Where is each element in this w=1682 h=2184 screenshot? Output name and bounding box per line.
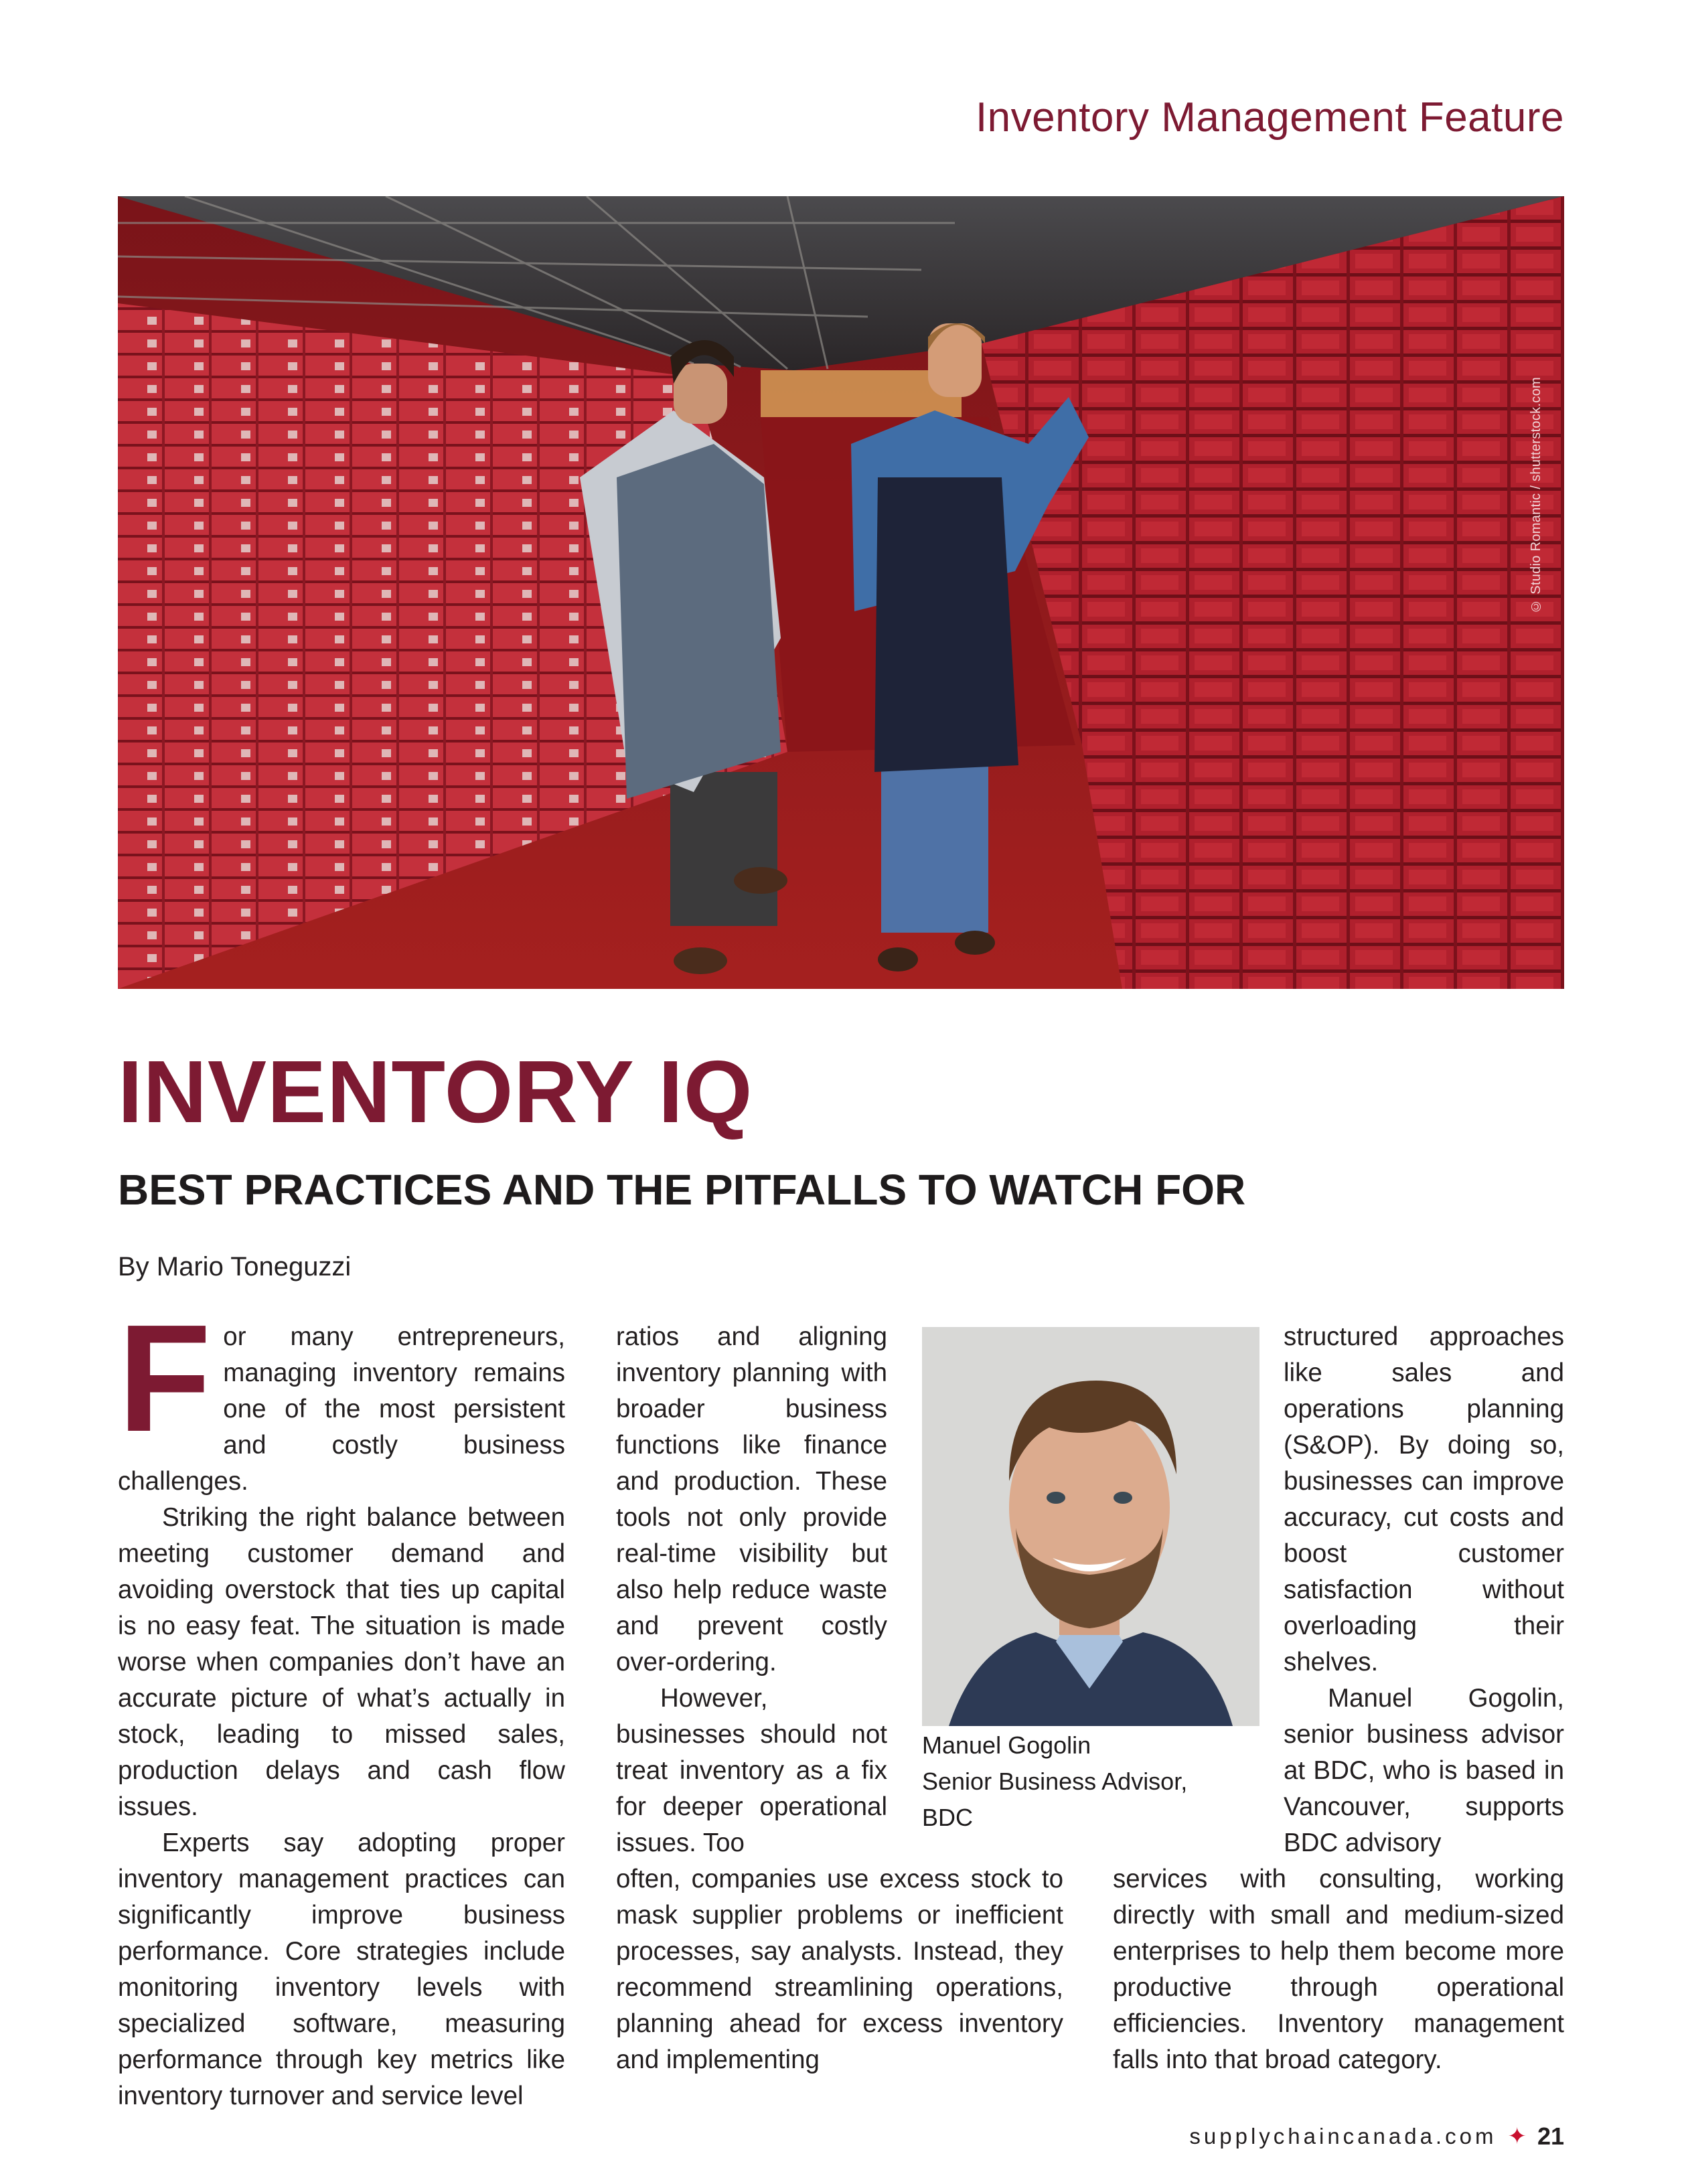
paragraph: Striking the right balance between meeting customer demand and avoiding overstock that ties up capital is no easy feat. The situation is made worse when companies don’t have an accurate picture of what’s actually in stock, leading to missed sales, production delays and cash flow issues. [118, 1503, 565, 1821]
headshot-photo [922, 1327, 1259, 1726]
photo-caption [922, 1727, 1270, 1836]
page-footer [1189, 2122, 1564, 2151]
paragraph: However, businesses should not treat inventory as a fix for deeper operational issues. Too [616, 1684, 887, 1857]
paragraph: services with consulting, working directly with small and medium-sized enterprises to help them become more productive through operational efficiencies. Inventory management falls into that broad category. [1113, 1865, 1564, 2074]
article-column-1 [118, 1294, 565, 2114]
caption-org: BDC [922, 1804, 974, 1831]
portrait-illustration [922, 1327, 1259, 1726]
section-label: Inventory Management Feature [975, 94, 1564, 141]
paragraph: Manuel Gogolin, senior business advisor at BDC, who is based in Vancouver, supports BDC advisory [1284, 1684, 1564, 1857]
page-number: 21 [1537, 2122, 1564, 2150]
article-column-3-upper [1284, 1319, 1564, 1861]
article-title: INVENTORY IQ [118, 1042, 753, 1141]
article-column-3-lower [1113, 1861, 1564, 2078]
paragraph: structured approaches like sales and operations planning (S&OP). By doing so, businesses can improve accuracy, cut costs and boost customer satisfaction without overloading their shelves. [1284, 1322, 1564, 1676]
paragraph: or many entrepreneurs, managing inventory remains one of the most persistent and costly business challenges. [118, 1322, 565, 1496]
hero-photo [118, 196, 1564, 989]
article-subtitle: BEST PRACTICES AND THE PITFALLS TO WATCH FOR [118, 1166, 1246, 1214]
footer-url[interactable]: supplychaincanada.com [1189, 2124, 1497, 2149]
maple-leaf-icon: ✦ [1507, 2124, 1527, 2149]
caption-title: Senior Business Advisor, [922, 1768, 1188, 1795]
paragraph: ratios and aligning inventory planning with broader business functions like finance and production. These tools not only provide real-time visibility but also help reduce waste and prevent costly over-ordering. [616, 1322, 887, 1676]
paragraph: often, companies use excess stock to mask supplier problems or inefficient processes, say analysts. Instead, they recommend streamlining operations, planning ahead for excess inventory and implementing [616, 1865, 1063, 2074]
drop-cap: F [118, 1294, 212, 1464]
article-column-2-upper [616, 1319, 887, 1861]
paragraph: Experts say adopting proper inventory management practices can significantly improve business performance. Core strategies include monitoring inventory levels with specialized software, measuring performance through key metrics like inventory turnover and service level [118, 1828, 565, 2110]
warehouse-photo-illustration [118, 196, 1564, 989]
byline: By Mario Toneguzzi [118, 1252, 352, 1281]
photo-credit: © Studio Romantic / shutterstock.com [1529, 377, 1543, 613]
article-column-2-lower [616, 1861, 1063, 2078]
caption-name: Manuel Gogolin [922, 1731, 1091, 1759]
